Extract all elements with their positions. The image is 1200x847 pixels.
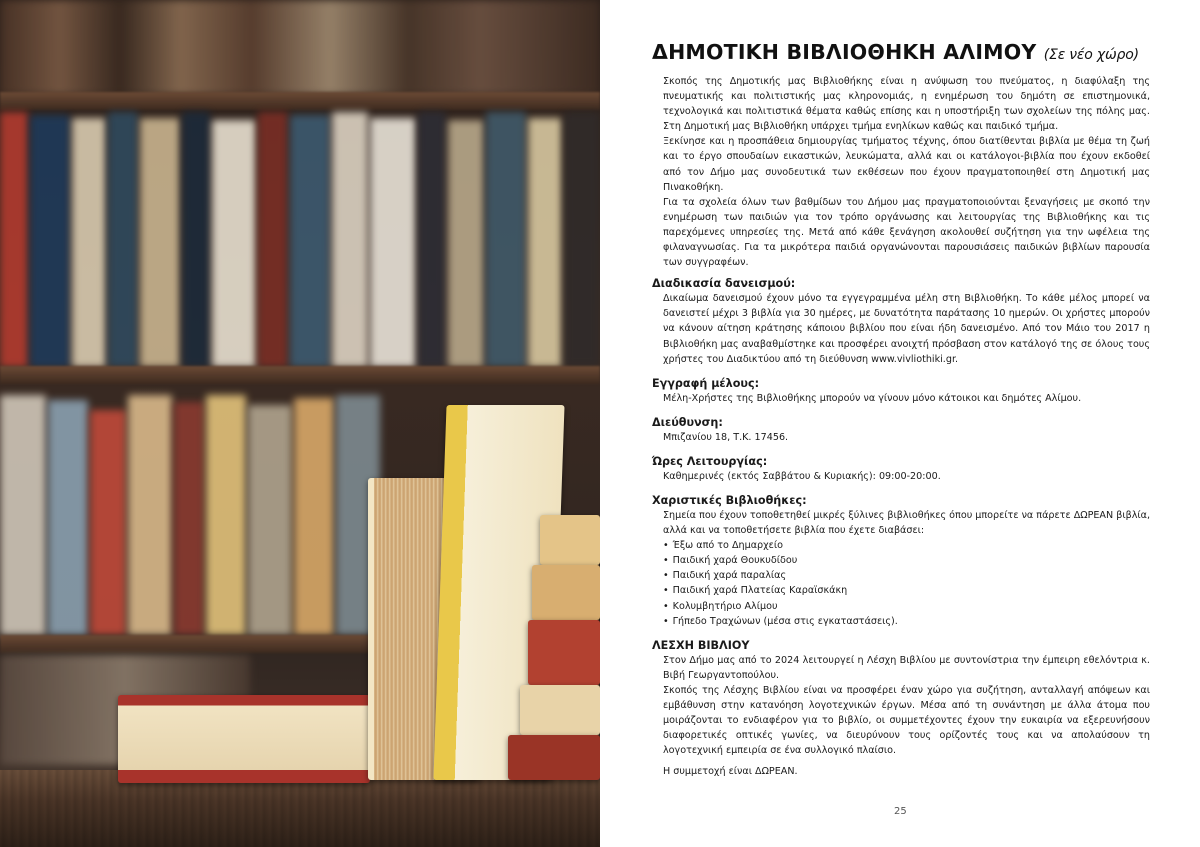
intro-text [652, 74, 1150, 270]
address-text: Μπιζανίου 18, Τ.Κ. 17456. [663, 431, 789, 443]
address-heading: Διεύθυνση: [652, 415, 723, 429]
book-club-paragraph: Στον Δήμο μας από το 2024 λειτουργεί η Λέσχη Βιβλίου με συντονίστρια την έμπειρη εθελόντρια κ. Βιβή Γεωργαντοπούλου. [663, 654, 1150, 681]
title-text: ΔΗΜΟΤΙΚΗ ΒΙΒΛΙΟΘΗΚΗ ΑΛΙΜΟΥ [652, 40, 1037, 64]
hours-text: Καθημερινές (εκτός Σαββάτου & Κυριακής): 09:00-20:00. [663, 470, 941, 482]
list-item: • Έξω από το Δημαρχείο [663, 538, 1150, 553]
membership-section [652, 376, 1150, 406]
intro-paragraph: Σκοπός της Δημοτικής μας Βιβλιοθήκης είναι η ανύψωση του πνεύματος, η διαφύλαξη της πνευματικής και πολιτιστικής μας κληρονομιάς, η ενημέρωση του δημότη σε επιστημονικά, τεχνολογικά και πολιτιστικά θέματα καθώς επίσης και η υποστήριξη των σχολείων της πόλης μας. Στη Δημοτική μας Βιβλιοθήκη υπάρχει τμήμα ενηλίκων καθώς και παιδικό τμήμα. [663, 76, 1150, 133]
title-subtitle: (Σε νέο χώρο) [1043, 47, 1139, 63]
free-libraries-section [652, 493, 1150, 629]
hours-section [652, 454, 1150, 484]
hours-heading: Ώρες Λειτουργίας: [652, 454, 768, 468]
lending-text: Δικαίωμα δανεισμού έχουν μόνο τα εγγεγραμμένα μέλη στη Βιβλιοθήκη. Το κάθε μέλος μπορεί να δανειστεί μέχρι 3 βιβλία για 30 ημέρες, με δυνατότητα παράτασης 10 ημερών. Οι χρήστες μπορούν να κάνουν αίτηση κράτησης κάποιου βιβλίου που είναι ήδη δανεισμένο. Από τον Μάιο του 2017 η Βιβλιοθήκη μας αναβαθμίστηκε και προσφέρει ανοιχτή πρόσβαση στον κατάλογό της σε όλους τους χρήστες του Διαδικτύου από τη διεύθυνση www.vivliothiki.gr. [663, 293, 1150, 365]
list-item: • Παιδική χαρά παραλίας [663, 568, 1150, 583]
lying-red-book [118, 695, 370, 783]
free-libraries-text: Σημεία που έχουν τοποθετηθεί μικρές ξύλινες βιβλιοθήκες όπου μπορείτε να πάρετε ΔΩΡΕΑΝ βιβλία, αλλά και να τοποθετήσετε βιβλία που έχετε διαβάσει: [663, 509, 1151, 537]
lending-heading: Διαδικασία δανεισμού: [652, 277, 796, 291]
stacked-book [532, 565, 600, 620]
list-item: • Παιδική χαρά Πλατείας Καραϊσκάκη [663, 583, 1150, 598]
book-club-section [652, 638, 1150, 780]
stacked-book [540, 515, 600, 565]
page-title [652, 40, 1150, 64]
list-item: • Παιδική χαρά Θουκυδίδου [663, 553, 1150, 568]
free-libraries-list [652, 538, 1150, 629]
page-number: 25 [894, 806, 907, 817]
address-section [652, 415, 1150, 445]
lending-section [652, 276, 1150, 366]
stacked-book [520, 685, 600, 735]
list-item: • Γήπεδο Τραχώνων (μέσα στις εγκαταστάσεις). [663, 614, 1150, 629]
book-club-paragraph: Σκοπός της Λέσχης Βιβλίου είναι να προσφέρει έναν χώρο για συζήτηση, ανταλλαγή απόψεων και εμβάθυνση στην κατανόηση λογοτεχνικών έργων. Μέσα από τη συνάντηση με άλλα άτομα που μοιράζονται το ενδιαφέρον για το βιβλίο, οι συμμετέχοντες έχουν την ευκαιρία να εξερευνήσουν διαφορετικές οπτικές γωνίες, να διευρύνουν τους ορίζοντές τους και να απολαύσουν τη λογοτεχνική εμπειρία σε ένα συλλογικό πλαίσιο. [663, 684, 1150, 757]
stacked-book [528, 620, 600, 685]
intro-paragraph: Για τα σχολεία όλων των βαθμίδων του Δήμου μας πραγματοποιούνται ξεναγήσεις με σκοπό την ενημέρωση των παιδιών για τον τρόπο οργάνωσης και λειτουργίας της Βιβλιοθήκης και τις παρεχόμενες υπηρεσίες της. Μετά από κάθε ξενάγηση ακολουθεί συζήτηση για την ωφέλεια της φιλαναγνωσίας. Για τα μικρότερα παιδιά οργανώνονται παρουσιάσεις παιδικών βιβλίων παρουσία των συγγραφέων. [663, 196, 1150, 269]
list-item: • Κολυμβητήριο Αλίμου [663, 599, 1150, 614]
membership-text: Μέλη-Χρήστες της Βιβλιοθήκης μπορούν να γίνουν μόνο κάτοικοι και δημότες Αλίμου. [663, 392, 1082, 404]
stacked-book [508, 735, 600, 780]
free-libraries-heading: Χαριστικές Βιβλιοθήκες: [652, 493, 807, 507]
membership-heading: Εγγραφή μέλους: [652, 376, 760, 390]
book-club-closing: Η συμμετοχή είναι ΔΩΡΕΑΝ. [663, 766, 798, 778]
article [652, 40, 1150, 779]
book-club-heading: ΛΕΣΧΗ ΒΙΒΛΙΟΥ [652, 638, 750, 652]
intro-paragraph: Ξεκίνησε και η προσπάθεια δημιουργίας τμήματος τέχνης, όπου διατίθενται βιβλία με θέμα τη ζωή και το έργο σπουδαίων εικαστικών, λευκώματα, αλλά και οι κατάλογοι-βιβλία που έχουν εκδοθεί από τον Δήμο μας συνοδευτικά των εκθέσεων που έχουν πραγματοποιηθεί στη Δημοτική μας Πινακοθήκη. [663, 136, 1150, 193]
